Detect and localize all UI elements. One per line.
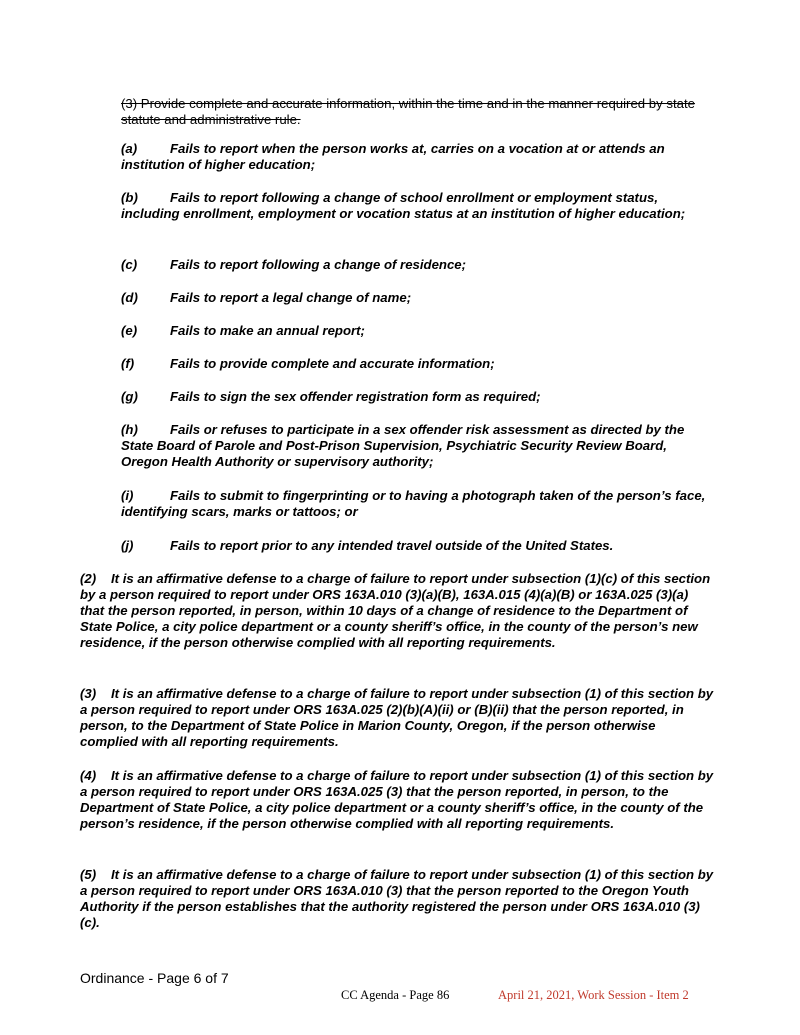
item-label: (f) — [121, 356, 135, 371]
list-item — [121, 141, 713, 173]
item-label: (d) — [121, 290, 138, 305]
list-item — [121, 290, 713, 306]
item-text: Fails to make an annual report; — [170, 323, 365, 338]
paragraph-text: It is an affirmative defense to a charge of failure to report under subsection (1) of this section by a person required to report under ORS 163A.025 (2)(b)(A)(ii) or (B)(ii) that the person reported, in person, to the Department of State Police in Marion County, Oregon, if the person otherwise complied with all reporting requirements. — [80, 686, 714, 749]
list-item — [121, 257, 713, 273]
list-item — [121, 190, 713, 222]
item-text: Fails or refuses to participate in a sex offender risk assessment as directed by the State Board of Parole and Post-Prison Supervision, Psychiatric Security Review Board, Oregon Health Authority or supervisory authority; — [121, 422, 685, 469]
footer-agenda-page: CC Agenda - Page 86 — [341, 988, 450, 1002]
item-text: Fails to report a legal change of name; — [170, 290, 412, 305]
item-label: (i) — [121, 488, 134, 503]
item-label: (j) — [121, 538, 134, 553]
paragraph-label: (3) — [80, 686, 97, 701]
item-text: Fails to report prior to any intended travel outside of the United States. — [170, 538, 614, 553]
item-text: Fails to sign the sex offender registration form as required; — [170, 389, 541, 404]
list-item — [121, 538, 713, 554]
list-item — [121, 488, 713, 520]
list-item — [121, 356, 713, 372]
item-text: Fails to report when the person works at, carries on a vocation at or attends an institution of higher education; — [121, 141, 665, 172]
item-text: Fails to report following a change of residence; — [170, 257, 467, 272]
item-text: Fails to provide complete and accurate information; — [170, 356, 495, 371]
list-item — [121, 323, 713, 339]
defense-paragraph — [80, 867, 716, 931]
item-label: (h) — [121, 422, 138, 437]
paragraph-label: (5) — [80, 867, 97, 882]
footer-session: April 21, 2021, Work Session - Item 2 — [498, 988, 689, 1002]
item-text: Fails to report following a change of school enrollment or employment status, including enrollment, employment or vocation status at an institution of higher education; — [121, 190, 686, 221]
struck-through-clause: (3) Provide complete and accurate information, within the time and in the manner required by state statute and administrative rule. — [121, 96, 695, 127]
list-item — [121, 422, 713, 470]
paragraph-text: It is an affirmative defense to a charge of failure to report under subsection (1) of this section by a person required to report under ORS 163A.010 (3) that the person reported to the Oregon Youth Authority if the person establishes that the authority registered the person under ORS 163A.010 (3)(c). — [80, 867, 714, 930]
defense-paragraph — [80, 686, 716, 750]
item-text: Fails to submit to fingerprinting or to having a photograph taken of the person’s face, identifying scars, marks or tattoos; or — [121, 488, 706, 519]
paragraph-label: (4) — [80, 768, 97, 783]
item-label: (c) — [121, 257, 138, 272]
footer-page-label: Ordinance - Page 6 of 7 — [80, 970, 229, 986]
item-label: (e) — [121, 323, 138, 338]
item-label: (g) — [121, 389, 138, 404]
paragraph-label: (2) — [80, 571, 97, 586]
item-label: (b) — [121, 190, 138, 205]
paragraph-text: It is an affirmative defense to a charge of failure to report under subsection (1) of this section by a person required to report under ORS 163A.025 (3) that the person reported, in person, to the Department of State Police, a city police department or a county sheriff’s office, in the county of the person’s residence, if the person otherwise complied with all reporting requirements. — [80, 768, 714, 831]
item-label: (a) — [121, 141, 138, 156]
defense-paragraph — [80, 768, 716, 832]
paragraph-text: It is an affirmative defense to a charge of failure to report under subsection (1)(c) of this section by a person required to report under ORS 163A.010 (3)(a)(B), 163A.015 (4)(a)(B) or 163A.025 (3)(a) that the person reported, in person, within 10 days of a change of residence to the Department of State Police, a city police department or a county sheriff’s office, in the county of the person’s new residence, if the person otherwise complied with all reporting requirements. — [80, 571, 711, 650]
list-item — [121, 389, 713, 405]
defense-paragraph — [80, 571, 716, 651]
